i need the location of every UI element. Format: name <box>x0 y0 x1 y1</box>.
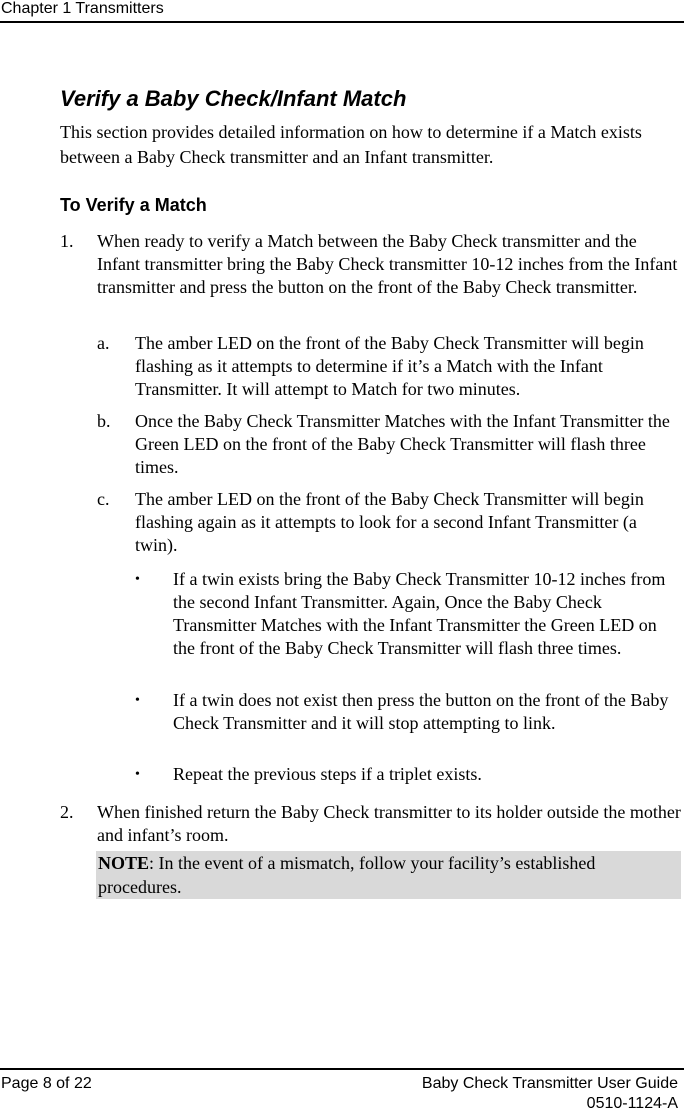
section-intro: This section provides detailed information on how to determine if a Match exists between a Baby Check transmitter and an Infant transmitter. <box>60 122 642 167</box>
bullet-text: Repeat the previous steps if a triplet exists. <box>173 764 482 784</box>
step-number: 2. <box>60 802 74 822</box>
page-header <box>0 0 684 23</box>
substep-letter: c. <box>97 489 110 509</box>
bullet-icon: • <box>135 693 140 708</box>
note-box <box>96 851 681 899</box>
step-number: 1. <box>60 231 74 251</box>
page-number: Page 8 of 22 <box>1 1075 92 1092</box>
bullet-text: If a twin exists bring the Baby Check Transmitter 10-12 inches from the second Infant Transmitter. Again, Once the Baby Check Transmitter Matches with the Infant Transmitter the Green LED on the front of the Baby Check Transmitter will flash three times. <box>173 569 666 658</box>
section-title: Verify a Baby Check/Infant Match <box>60 86 407 111</box>
substep-letter: b. <box>97 411 111 431</box>
bullet-icon: • <box>135 572 140 587</box>
procedure-title: To Verify a Match <box>60 195 207 215</box>
document-number: 0510-1124-A <box>586 1095 678 1112</box>
bullet-text: If a twin does not exist then press the button on the front of the Baby Check Transmitter and it will stop attempting to link. <box>173 690 669 733</box>
substep-text: The amber LED on the front of the Baby Check Transmitter will begin flashing again as it attempts to look for a second Infant Transmitter (a twin). <box>135 489 644 555</box>
step-text: When ready to verify a Match between the Baby Check transmitter and the Infant transmitter bring the Baby Check transmitter 10-12 inches from the Infant transmitter and press the button on the front of the Baby Check transmitter. <box>97 231 678 297</box>
substep-text: Once the Baby Check Transmitter Matches with the Infant Transmitter the Green LED on the front of the Baby Check Transmitter will flash three times. <box>135 411 670 477</box>
document-title: Baby Check Transmitter User Guide <box>421 1075 678 1092</box>
substep-letter: a. <box>97 333 110 353</box>
chapter-title: Chapter 1 Transmitters <box>1 0 164 17</box>
page-footer <box>0 1068 684 1114</box>
note-label: NOTE <box>98 853 150 873</box>
bullet-icon: • <box>135 767 140 782</box>
step-text: When finished return the Baby Check transmitter to its holder outside the mother and infant’s room. <box>97 802 681 845</box>
note-text: : In the event of a mismatch, follow your facility’s established procedures. <box>98 853 596 897</box>
substep-text: The amber LED on the front of the Baby Check Transmitter will begin flashing as it attempts to determine if it’s a Match with the Infant Transmitter. It will attempt to Match for two minutes. <box>135 333 644 399</box>
